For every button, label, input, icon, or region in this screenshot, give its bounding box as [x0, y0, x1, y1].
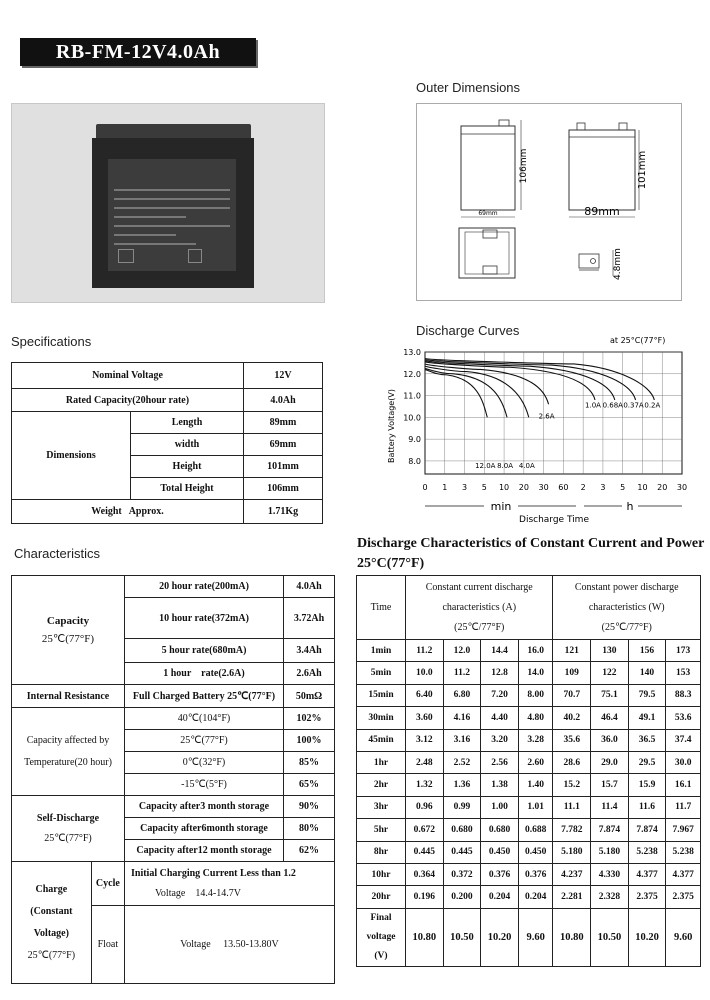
table-row [357, 774, 701, 796]
charge-label-1: Charge [35, 883, 68, 895]
storage-row-label: Capacity after6month storage [125, 818, 284, 840]
curve-condition: at 25°C(77°F) [610, 336, 666, 345]
curve-xlabel: Discharge Time [519, 515, 589, 525]
time-cell: 5hr [357, 819, 406, 841]
value-cell: 2.56 [481, 751, 519, 773]
value-cell: 11.6 [628, 796, 666, 818]
table-row [357, 886, 701, 908]
charge-label-3: Voltage) [33, 927, 69, 939]
time-cell: 5min [357, 662, 406, 684]
specifications-title: Specifications [11, 334, 92, 349]
x-tick-label: 20 [657, 483, 668, 492]
curve-h-label: h [626, 500, 634, 513]
value-cell: 0.196 [406, 886, 444, 908]
rated-capacity-label: Rated Capacity(20hour rate) [12, 389, 244, 412]
outer-dimensions-panel [416, 103, 682, 301]
value-cell: 29.5 [628, 751, 666, 773]
dimension-drawing [417, 104, 681, 300]
value-cell: 0.99 [443, 796, 481, 818]
value-cell: 4.377 [628, 863, 666, 885]
value-cell: 15.2 [553, 774, 591, 796]
model-title: RB-FM-12V4.0Ah [20, 38, 256, 66]
temp-capacity-label-2: Temperature(20 hour) [24, 756, 112, 768]
capacity-row-label: 1 hour rate(2.6A) [125, 663, 284, 685]
value-cell: 130 [591, 640, 629, 662]
x-tick-label: 0 [422, 483, 428, 492]
capacity-row-value: 4.0Ah [284, 576, 335, 598]
value-cell: 79.5 [628, 684, 666, 706]
float-voltage-value: 13.50-13.80V [223, 939, 279, 950]
y-tick-label: 10.0 [403, 413, 421, 423]
value-cell: 6.40 [406, 684, 444, 706]
final-voltage-value: 9.60 [518, 908, 553, 966]
value-cell: 2.48 [406, 751, 444, 773]
table-row [357, 863, 701, 885]
value-cell: 70.7 [553, 684, 591, 706]
curve-label: 12.0A [475, 462, 496, 470]
value-cell: 3.60 [406, 707, 444, 729]
value-cell: 140 [628, 662, 666, 684]
self-discharge-label: Self-Discharge [36, 812, 100, 824]
time-cell: 30min [357, 707, 406, 729]
height-value: 101mm [244, 456, 323, 478]
float-label: Float [91, 906, 124, 984]
value-cell: 1.40 [518, 774, 553, 796]
value-cell: 173 [666, 640, 701, 662]
final-voltage-value: 9.60 [666, 908, 701, 966]
value-cell: 5.238 [628, 841, 666, 863]
value-cell: 4.377 [666, 863, 701, 885]
value-cell: 0.200 [443, 886, 481, 908]
final-voltage-label-3: (V) [374, 950, 388, 961]
internal-resistance-condition: Full Charged Battery 25℃(77°F) [125, 685, 284, 708]
capacity-temp: 25℃(77°F) [41, 633, 95, 645]
value-cell: 36.5 [628, 729, 666, 751]
value-cell: 46.4 [591, 707, 629, 729]
curve-line [425, 368, 507, 417]
value-cell: 7.874 [591, 819, 629, 841]
width-value: 69mm [244, 434, 323, 456]
value-cell: 29.0 [591, 751, 629, 773]
charge-label-2: (Constant [30, 905, 73, 917]
value-cell: 153 [666, 662, 701, 684]
temp-row-label: -15℃(5°F) [125, 774, 284, 796]
curve-label: 0.2A [644, 401, 661, 410]
total-height-label: Total Height [131, 478, 244, 500]
x-tick-label: 60 [558, 483, 569, 492]
curve-label: 8.0A [497, 462, 514, 470]
cycle-voltage-value: 14.4-14.7V [195, 887, 241, 899]
capacity-row-label: 20 hour rate(200mA) [125, 576, 284, 598]
x-tick-label: 3 [600, 483, 606, 492]
self-discharge-cell [12, 796, 125, 862]
value-cell: 2.375 [628, 886, 666, 908]
x-tick-label: 10 [498, 483, 510, 492]
value-cell: 11.2 [406, 640, 444, 662]
capacity-row-value: 3.4Ah [284, 639, 335, 663]
x-tick-label: 3 [461, 483, 468, 492]
table-row [357, 751, 701, 773]
nominal-voltage-value: 12V [244, 363, 323, 389]
value-cell: 88.3 [666, 684, 701, 706]
x-tick-label: 10 [637, 483, 648, 492]
temp-row-value: 65% [284, 774, 335, 796]
table-row [357, 707, 701, 729]
value-cell: 2.375 [666, 886, 701, 908]
curve-yticks [403, 348, 421, 466]
x-tick-label: 30 [676, 483, 688, 492]
storage-row-label: Capacity after12 month storage [125, 840, 284, 862]
nominal-voltage-label: Nominal Voltage [12, 363, 244, 389]
value-cell: 1.38 [481, 774, 519, 796]
value-cell: 15.7 [591, 774, 629, 796]
value-cell: 109 [553, 662, 591, 684]
rated-capacity-value: 4.0Ah [244, 389, 323, 412]
time-cell: 8hr [357, 841, 406, 863]
storage-row-value: 80% [284, 818, 335, 840]
value-cell: 0.96 [406, 796, 444, 818]
cp-header-1: Constant power discharge [574, 581, 679, 593]
value-cell: 4.80 [518, 707, 553, 729]
capacity-row-label: 5 hour rate(680mA) [125, 639, 284, 663]
curve-xticks [422, 483, 687, 492]
curve-line [425, 361, 615, 400]
outer-dimensions-title: Outer Dimensions [416, 80, 521, 95]
float-voltage-label: Voltage [180, 939, 211, 950]
value-cell: 8.00 [518, 684, 553, 706]
value-cell: 3.28 [518, 729, 553, 751]
specifications-table [11, 362, 323, 524]
battery-label-area [108, 159, 236, 271]
x-tick-label: 5 [481, 483, 487, 492]
value-cell: 1.01 [518, 796, 553, 818]
curve-label: 0.68A [602, 401, 623, 410]
table-row [357, 684, 701, 706]
discharge-table-title-1: Discharge Characteristics of Constant Current and Power [357, 536, 705, 551]
value-cell: 2.52 [443, 751, 481, 773]
total-height-value: 106mm [244, 478, 323, 500]
temp-capacity-cell [12, 708, 125, 796]
temp-row-value: 85% [284, 752, 335, 774]
value-cell: 11.1 [553, 796, 591, 818]
value-cell: 0.688 [518, 819, 553, 841]
value-cell: 11.2 [443, 662, 481, 684]
cp-header-3: (25℃/77°F) [601, 621, 652, 633]
value-cell: 75.1 [591, 684, 629, 706]
characteristics-title: Characteristics [14, 546, 100, 561]
internal-resistance-label: Internal Resistance [12, 685, 125, 708]
ul-mark-icon [118, 249, 134, 263]
x-tick-label: 1 [442, 483, 448, 492]
height-label: Height [131, 456, 244, 478]
discharge-table-title-2: 25°C(77°F) [357, 556, 425, 571]
time-cell: 20hr [357, 886, 406, 908]
temp-row-value: 100% [284, 730, 335, 752]
value-cell: 4.237 [553, 863, 591, 885]
storage-row-label: Capacity after3 month storage [125, 796, 284, 818]
value-cell: 14.4 [481, 640, 519, 662]
width-label: 89mm [584, 205, 620, 218]
value-cell: 14.0 [518, 662, 553, 684]
capacity-label: Capacity [46, 615, 90, 627]
time-cell: 3hr [357, 796, 406, 818]
value-cell: 5.238 [666, 841, 701, 863]
value-cell: 0.680 [443, 819, 481, 841]
table-row [357, 819, 701, 841]
battery-photo [11, 103, 325, 303]
length-label: 69mm [478, 210, 498, 217]
storage-row-value: 90% [284, 796, 335, 818]
value-cell: 53.6 [666, 707, 701, 729]
discharge-characteristics-table [356, 575, 701, 967]
discharge-curves-chart [384, 334, 700, 526]
y-tick-label: 12.0 [403, 369, 421, 379]
table-row [357, 796, 701, 818]
temp-row-label: 25℃(77°F) [125, 730, 284, 752]
time-cell: 15min [357, 684, 406, 706]
time-cell: 10hr [357, 863, 406, 885]
cc-header [406, 576, 553, 640]
charge-cell [12, 862, 92, 984]
value-cell: 0.450 [481, 841, 519, 863]
curve-label: 0.37A [623, 401, 644, 410]
final-voltage-label-1: Final [370, 912, 392, 923]
curve-line [425, 360, 636, 400]
curve-label: 2.6A [538, 412, 555, 421]
curve-line [425, 369, 487, 417]
recycle-bin-icon [188, 249, 202, 263]
value-cell: 0.680 [481, 819, 519, 841]
value-cell: 1.36 [443, 774, 481, 796]
final-voltage-value: 10.20 [481, 908, 519, 966]
y-tick-label: 9.0 [408, 435, 421, 445]
value-cell: 2.60 [518, 751, 553, 773]
y-tick-label: 11.0 [403, 391, 421, 401]
curve-min-label: min [490, 500, 512, 513]
storage-row-value: 62% [284, 840, 335, 862]
value-cell: 156 [628, 640, 666, 662]
value-cell: 7.967 [666, 819, 701, 841]
self-discharge-temp: 25℃(77°F) [44, 832, 92, 844]
time-cell: 45min [357, 729, 406, 751]
time-header: Time [357, 576, 406, 640]
y-tick-label: 8.0 [408, 456, 421, 466]
value-cell: 4.40 [481, 707, 519, 729]
value-cell: 3.16 [443, 729, 481, 751]
curve-ylabel: Battery Voltage(V) [387, 389, 396, 463]
temp-row-label: 40℃(104°F) [125, 708, 284, 730]
width-label: width [131, 434, 244, 456]
final-voltage-value: 10.80 [553, 908, 591, 966]
cycle-cell [125, 862, 335, 906]
x-tick-label: 20 [518, 483, 529, 492]
final-voltage-label-2: voltage [366, 931, 396, 942]
value-cell: 0.445 [443, 841, 481, 863]
time-cell: 1min [357, 640, 406, 662]
final-voltage-value: 10.20 [628, 908, 666, 966]
value-cell: 36.0 [591, 729, 629, 751]
weight-label: Weight Approx. [12, 500, 244, 524]
value-cell: 4.330 [591, 863, 629, 885]
value-cell: 4.16 [443, 707, 481, 729]
value-cell: 6.80 [443, 684, 481, 706]
value-cell: 15.9 [628, 774, 666, 796]
cycle-label: Cycle [91, 862, 124, 906]
final-voltage-value: 10.80 [406, 908, 444, 966]
table-row [357, 640, 701, 662]
value-cell: 49.1 [628, 707, 666, 729]
value-cell: 12.0 [443, 640, 481, 662]
value-cell: 16.0 [518, 640, 553, 662]
value-cell: 7.874 [628, 819, 666, 841]
value-cell: 0.364 [406, 863, 444, 885]
value-cell: 2.328 [591, 886, 629, 908]
value-cell: 12.8 [481, 662, 519, 684]
curve-lines [425, 359, 660, 470]
temp-capacity-label-1: Capacity affected by [26, 734, 110, 746]
cc-header-1: Constant current discharge [425, 581, 533, 593]
value-cell: 11.4 [591, 796, 629, 818]
value-cell: 3.12 [406, 729, 444, 751]
length-label: Length [131, 412, 244, 434]
time-cell: 1hr [357, 751, 406, 773]
value-cell: 0.204 [481, 886, 519, 908]
x-tick-label: 2 [580, 483, 586, 492]
weight-value: 1.71Kg [244, 500, 323, 524]
value-cell: 37.4 [666, 729, 701, 751]
final-voltage-value: 10.50 [591, 908, 629, 966]
value-cell: 40.2 [553, 707, 591, 729]
dimensions-label: Dimensions [12, 412, 131, 500]
capacity-row-value: 3.72Ah [284, 598, 335, 639]
discharge-curves-title: Discharge Curves [416, 323, 520, 338]
value-cell: 0.450 [518, 841, 553, 863]
value-cell: 122 [591, 662, 629, 684]
value-cell: 2.281 [553, 886, 591, 908]
value-cell: 7.20 [481, 684, 519, 706]
value-cell: 10.0 [406, 662, 444, 684]
x-tick-label: 30 [538, 483, 549, 492]
value-cell: 0.376 [481, 863, 519, 885]
value-cell: 11.7 [666, 796, 701, 818]
cc-header-3: (25℃/77°F) [454, 621, 505, 633]
value-cell: 0.376 [518, 863, 553, 885]
value-cell: 5.180 [553, 841, 591, 863]
table-row [357, 729, 701, 751]
temp-row-value: 102% [284, 708, 335, 730]
time-cell: 2hr [357, 774, 406, 796]
value-cell: 1.32 [406, 774, 444, 796]
value-cell: 16.1 [666, 774, 701, 796]
charge-label-4: 25℃(77°F) [27, 949, 76, 961]
value-cell: 0.204 [518, 886, 553, 908]
cp-header [553, 576, 701, 640]
length-value: 89mm [244, 412, 323, 434]
height-side-label: 101mm [637, 150, 648, 190]
characteristics-table [11, 575, 335, 984]
value-cell: 3.20 [481, 729, 519, 751]
final-voltage-label [357, 908, 406, 966]
value-cell: 30.0 [666, 751, 701, 773]
cc-header-2: characteristics (A) [442, 601, 517, 613]
value-cell: 0.672 [406, 819, 444, 841]
capacity-row-label: 10 hour rate(372mA) [125, 598, 284, 639]
y-tick-label: 13.0 [403, 348, 421, 357]
capacity-cell [12, 576, 125, 685]
value-cell: 121 [553, 640, 591, 662]
value-cell: 7.782 [553, 819, 591, 841]
value-cell: 0.445 [406, 841, 444, 863]
internal-resistance-value: 50mΩ [284, 685, 335, 708]
cycle-line-1: Initial Charging Current Less than 1.2 [131, 867, 296, 879]
terminal-label: 4.8mm [613, 248, 623, 280]
curve-label: 4.0A [518, 462, 535, 470]
temp-row-label: 0℃(32°F) [125, 752, 284, 774]
value-cell: 1.00 [481, 796, 519, 818]
table-row [357, 662, 701, 684]
value-cell: 35.6 [553, 729, 591, 751]
discharge-table-body [357, 640, 701, 909]
capacity-row-value: 2.6Ah [284, 663, 335, 685]
value-cell: 28.6 [553, 751, 591, 773]
height-front-label: 106mm [519, 148, 529, 184]
value-cell: 0.372 [443, 863, 481, 885]
final-voltage-value: 10.50 [443, 908, 481, 966]
table-row [357, 841, 701, 863]
value-cell: 5.180 [591, 841, 629, 863]
cycle-voltage-label: Voltage [155, 887, 186, 899]
x-tick-label: 5 [620, 483, 626, 492]
curve-label: 1.0A [585, 401, 601, 410]
cp-header-2: characteristics (W) [588, 601, 665, 613]
